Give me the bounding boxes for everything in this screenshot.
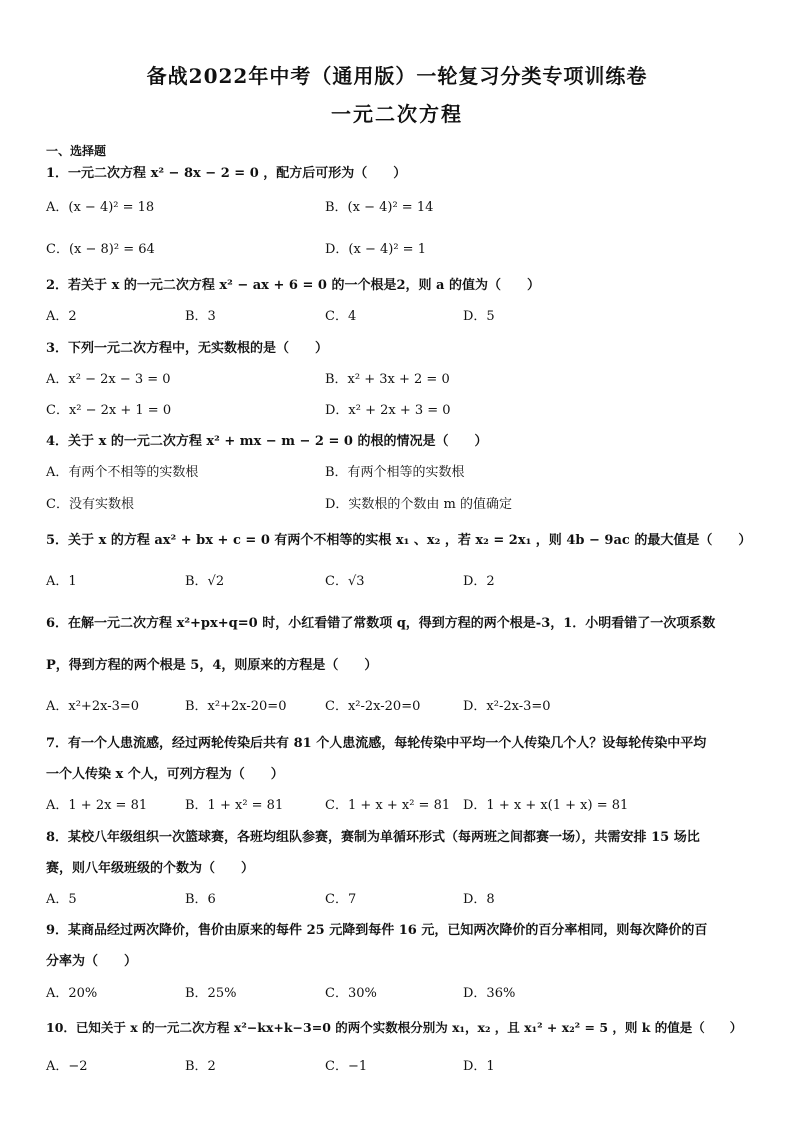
question-7-option-a: A．1 + 2x = 81 xyxy=(46,798,148,813)
question-10-stem: 10．已知关于 x 的一元二次方程 x²−kx+k−3=0 的两个实数根分别为 x₁，x₂ ，且 x₁² + x₂² = 5 ，则 k 的值是（ ） xyxy=(46,1020,743,1035)
section-heading: 一、选择题 xyxy=(46,144,107,158)
question-5-option-a: A．1 xyxy=(46,574,77,589)
question-5-stem: 5．关于 x 的方程 ax² + bx + c = 0 有两个不相等的实根 x₁ 、x₂ ，若 x₂ = 2x₁ ，则 4b − 9ac 的最大值是（ ） xyxy=(46,533,752,548)
question-2-option-c: C．4 xyxy=(325,309,357,324)
question-1-option-a: A．(x − 4)² = 18 xyxy=(46,200,155,215)
question-9-option-b: B．25% xyxy=(185,986,237,1001)
question-3-option-d: D．x² + 2x + 3 = 0 xyxy=(325,403,451,418)
question-6-stem-continued: P，得到方程的两个根是 5，4，则原来的方程是（ ） xyxy=(46,658,378,673)
question-4-option-c: C．没有实数根 xyxy=(46,497,134,512)
question-8-stem: 8．某校八年级组织一次篮球赛，各班均组队参赛，赛制为单循环形式（每两班之间都赛一场），共需安排 15 场比 xyxy=(46,830,700,845)
question-4-option-d: D．实数根的个数由 m 的值确定 xyxy=(325,497,513,512)
question-4-option-a: A．有两个不相等的实数根 xyxy=(46,465,199,480)
question-10-option-a: A．−2 xyxy=(46,1059,88,1074)
question-8-option-b: B．6 xyxy=(185,892,216,907)
question-2-option-d: D．5 xyxy=(463,309,495,324)
question-9-stem-continued: 分率为（ ） xyxy=(46,954,138,969)
question-8-stem-continued: 赛，则八年级班级的个数为（ ） xyxy=(46,861,255,876)
question-3-option-a: A．x² − 2x − 3 = 0 xyxy=(46,372,171,387)
page-title: 备战2022年中考（通用版）一轮复习分类专项训练卷 xyxy=(146,64,648,88)
question-3-option-c: C．x² − 2x + 1 = 0 xyxy=(46,403,172,418)
question-8-option-d: D．8 xyxy=(463,892,495,907)
question-6-stem: 6．在解一元二次方程 x²+px+q=0 时，小红看错了常数项 q，得到方程的两个根是-3，1．小明看错了一次项系数 xyxy=(46,616,716,631)
question-10-option-d: D．1 xyxy=(463,1059,495,1074)
question-6-option-a: A．x²+2x-3=0 xyxy=(46,699,140,714)
question-9-stem: 9．某商品经过两次降价，售价由原来的每件 25 元降到每件 16 元，已知两次降价的百分率相同，则每次降价的百 xyxy=(46,923,708,938)
question-1-option-c: C．(x − 8)² = 64 xyxy=(46,242,155,257)
question-1-stem: 1．一元二次方程 x² − 8x − 2 = 0 ，配方后可形为（ ） xyxy=(46,166,407,181)
question-7-option-b: B．1 + x² = 81 xyxy=(185,798,284,813)
page-subtitle: 一元二次方程 xyxy=(331,102,463,126)
question-7-stem: 7．有一个人患流感，经过两轮传染后共有 81 个人患流感，每轮传染中平均一个人传染几个人？设每轮传染中平均 xyxy=(46,736,707,751)
question-4-option-b: B．有两个相等的实数根 xyxy=(325,465,465,480)
question-7-stem-continued: 一个人传染 x 个人，可列方程为（ ） xyxy=(46,767,284,782)
question-10-option-c: C．−1 xyxy=(325,1059,368,1074)
question-8-option-c: C．7 xyxy=(325,892,357,907)
question-6-option-c: C．x²-2x-20=0 xyxy=(325,699,421,714)
question-6-option-d: D．x²-2x-3=0 xyxy=(463,699,551,714)
question-4-stem: 4．关于 x 的一元二次方程 x² + mx − m − 2 = 0 的根的情况是（ ） xyxy=(46,434,488,449)
question-2-option-b: B．3 xyxy=(185,309,216,324)
question-9-option-a: A．20% xyxy=(46,986,98,1001)
question-9-option-d: D．36% xyxy=(463,986,516,1001)
question-5-option-c: C．√3 xyxy=(325,574,365,589)
question-10-option-b: B．2 xyxy=(185,1059,216,1074)
question-1-option-d: D．(x − 4)² = 1 xyxy=(325,242,426,257)
question-3-stem: 3．下列一元二次方程中，无实数根的是（ ） xyxy=(46,341,329,356)
question-2-option-a: A．2 xyxy=(46,309,77,324)
question-1-option-b: B．(x − 4)² = 14 xyxy=(325,200,434,215)
question-7-option-c: C．1 + x + x² = 81 xyxy=(325,798,451,813)
question-5-option-d: D．2 xyxy=(463,574,495,589)
question-7-option-d: D．1 + x + x(1 + x) = 81 xyxy=(463,798,629,813)
question-3-option-b: B．x² + 3x + 2 = 0 xyxy=(325,372,450,387)
question-6-option-b: B．x²+2x-20=0 xyxy=(185,699,287,714)
question-5-option-b: B．√2 xyxy=(185,574,225,589)
question-8-option-a: A．5 xyxy=(46,892,77,907)
question-9-option-c: C．30% xyxy=(325,986,377,1001)
question-2-stem: 2．若关于 x 的一元二次方程 x² − ax + 6 = 0 的一个根是2，则 a 的值为（ ） xyxy=(46,278,540,293)
